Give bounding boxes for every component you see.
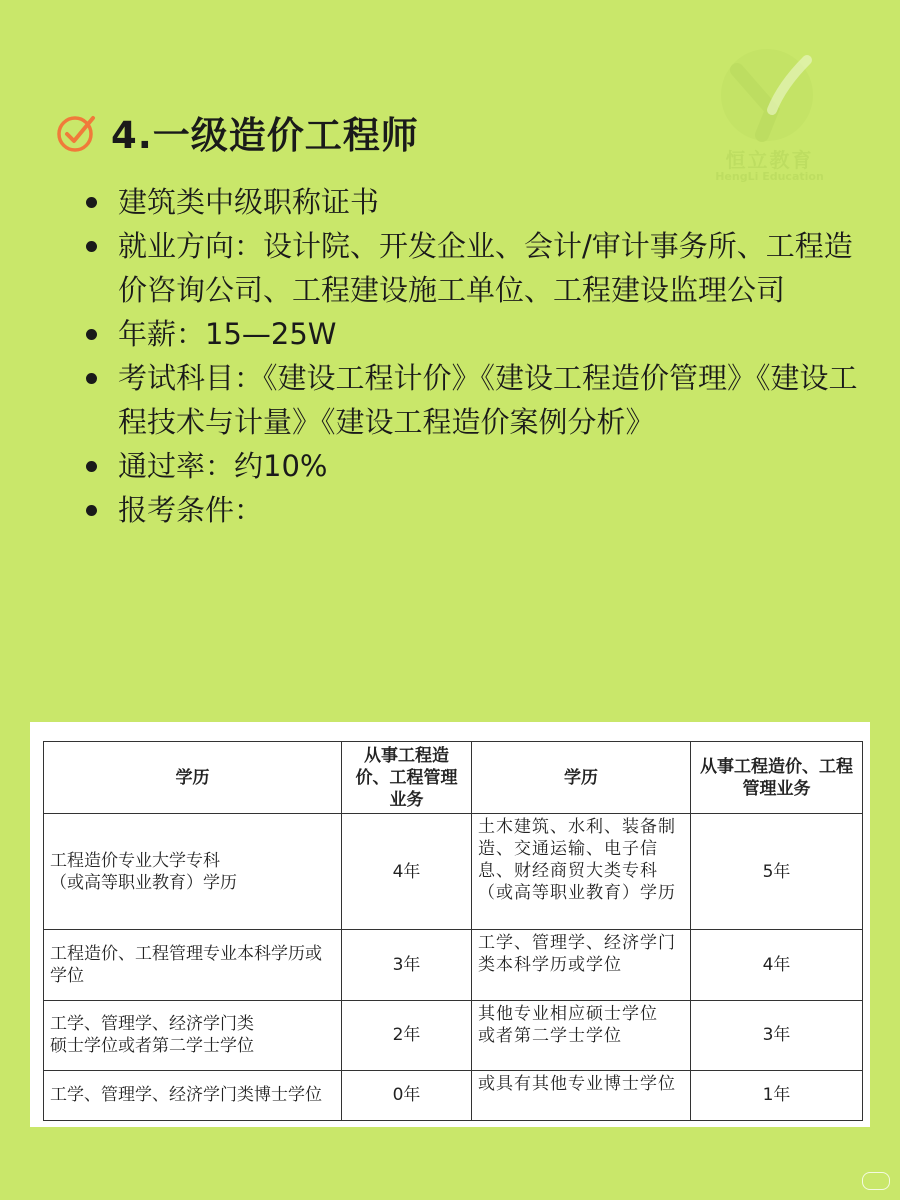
watermark-brand-cn: 恒立教育: [725, 148, 814, 172]
table-row: [44, 814, 863, 930]
table-row: [44, 1000, 863, 1070]
bullet-icon: [86, 197, 97, 208]
table-cell: 1年: [691, 1070, 863, 1120]
table-cell: 工学、管理学、经济学门类 硕士学位或者第二学士学位: [44, 1000, 342, 1070]
list-item: [78, 224, 858, 312]
list-item: [78, 180, 858, 224]
table-row: [44, 1070, 863, 1120]
list-item-text: 考试科目：《建设工程计价》《建设工程造价管理》《建设工程技术与计量》《建设工程造价案例分析》: [118, 361, 858, 439]
table-cell: 0年: [342, 1070, 472, 1120]
watermark: [712, 40, 827, 185]
table-header-row: [44, 742, 863, 814]
bullet-icon: [86, 241, 97, 252]
table-cell: 工学、管理学、经济学门类本科学历或学位: [472, 930, 691, 1000]
watermark-logo-icon: [712, 40, 827, 145]
header-experience: 从事工程造价、工程管理业务: [342, 742, 472, 814]
table-cell: 3年: [691, 1000, 863, 1070]
table-cell: 土木建筑、水利、装备制造、交通运输、电子信息、财经商贸大类专科（或高等职业教育）学历: [472, 814, 691, 930]
heart-icon: [862, 1172, 890, 1190]
list-item: [78, 444, 858, 488]
list-item-text: 报考条件：: [118, 493, 264, 527]
table-cell: 工程造价、工程管理专业本科学历或学位: [44, 930, 342, 1000]
list-item: [78, 356, 858, 444]
info-list: [78, 180, 858, 532]
requirements-table: [43, 741, 863, 1121]
list-item: [78, 488, 858, 532]
list-item-text: 通过率：约10%: [118, 449, 328, 483]
section-heading: [55, 105, 419, 159]
header-experience: 从事工程造价、工程管理业务: [691, 742, 863, 814]
list-item: [78, 312, 858, 356]
list-item-text: 年薪：15—25W: [118, 317, 337, 351]
table-cell: 其他专业相应硕士学位 或者第二学士学位: [472, 1000, 691, 1070]
header-education: 学历: [44, 742, 342, 814]
table-cell: 4年: [691, 930, 863, 1000]
bullet-icon: [86, 461, 97, 472]
table-cell: 工程造价专业大学专科 （或高等职业教育）学历: [44, 814, 342, 930]
table-cell: 或具有其他专业博士学位: [472, 1070, 691, 1120]
watermark-brand-en: HengLi Education: [715, 170, 824, 183]
table-cell: 4年: [342, 814, 472, 930]
check-circle-icon: [55, 110, 99, 154]
table-cell: 5年: [691, 814, 863, 930]
table-row: [44, 930, 863, 1000]
table-cell: 2年: [342, 1000, 472, 1070]
list-item-text: 就业方向：设计院、开发企业、会计/审计事务所、工程造价咨询公司、工程建设施工单位、工程建设监理公司: [118, 229, 853, 307]
table-cell: 3年: [342, 930, 472, 1000]
list-item-text: 建筑类中级职称证书: [118, 185, 380, 219]
header-education: 学历: [472, 742, 691, 814]
bullet-icon: [86, 505, 97, 516]
bullet-icon: [86, 373, 97, 384]
bullet-icon: [86, 329, 97, 340]
table-cell: 工学、管理学、经济学门类博士学位: [44, 1070, 342, 1120]
page-title: 4.一级造价工程师: [111, 114, 419, 157]
requirements-card: [30, 722, 870, 1127]
